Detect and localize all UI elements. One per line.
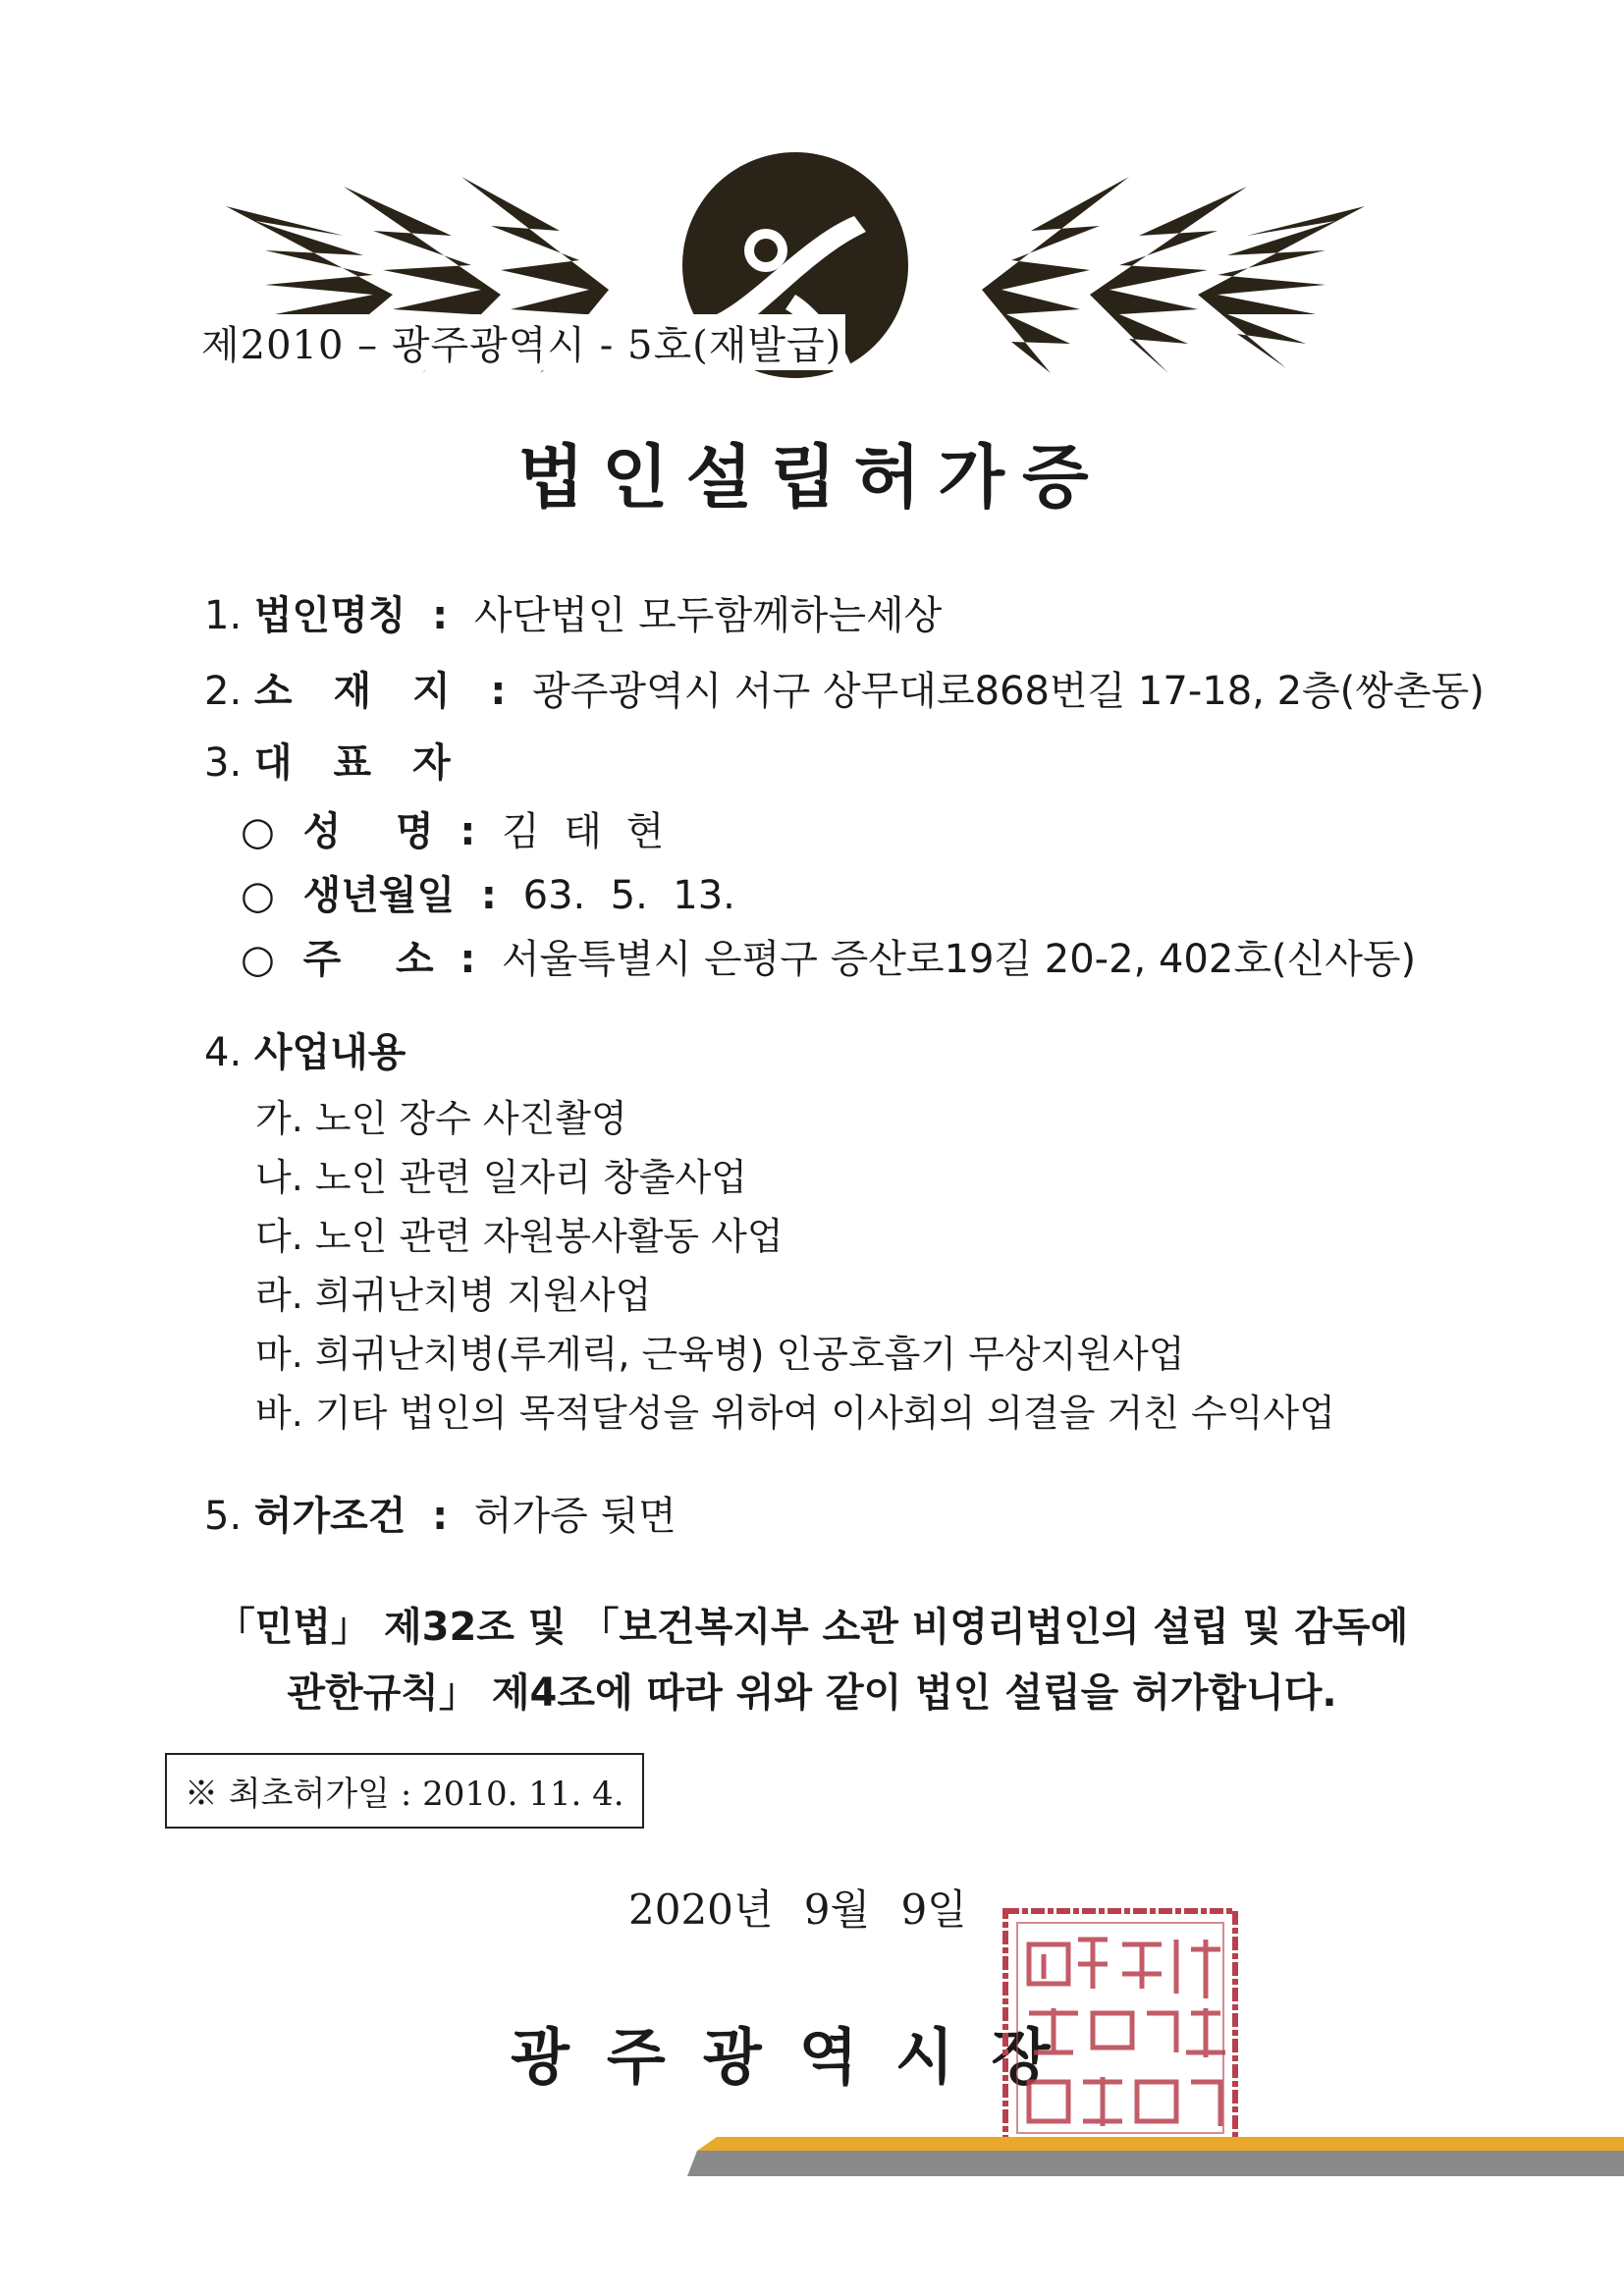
official-seal-icon xyxy=(1000,1905,1241,2151)
document-title: 법인설립허가증 xyxy=(517,437,1107,518)
legal-statement-line: 「민법」 제32조 및 「보건복지부 소관 비영리법인의 설립 및 감독에 xyxy=(215,1605,1409,1650)
business-item: 가. 노인 장수 사진촬영 xyxy=(255,1097,627,1140)
business-item: 다. 노인 관련 자원봉사활동 사업 xyxy=(255,1215,784,1258)
initial-permit-date-note: ※ 최초허가일 : 2010. 11. 4. xyxy=(165,1753,644,1829)
business-item: 바. 기타 법인의 목적달성을 위하여 이사회의 의결을 거친 수익사업 xyxy=(255,1392,1335,1435)
field-location: 2. 소 재 지 : 광주광역시 서구 상무대로868번길 17-18, 2층(쌍촌동) xyxy=(204,669,1485,714)
representative-birthdate: ○ 생년월일 : 63. 5. 13. xyxy=(241,873,735,918)
representative-address: ○ 주 소 : 서울특별시 은평구 증산로19길 20-2, 402호(신사동) xyxy=(241,937,1417,982)
business-item: 라. 희귀난치병 지원사업 xyxy=(255,1274,652,1317)
field-business: 4. 사업내용 xyxy=(204,1030,406,1075)
business-item: 마. 희귀난치병(루게릭, 근육병) 인공호흡기 무상지원사업 xyxy=(255,1333,1185,1376)
field-permit-condition: 5. 허가조건 : 허가증 뒷면 xyxy=(204,1494,677,1539)
legal-statement-line: 관한규칙」 제4조에 따라 위와 같이 법인 설립을 허가합니다. xyxy=(287,1670,1337,1716)
decorative-stripe xyxy=(687,2137,1624,2176)
issuer-name: 광주광역시장 xyxy=(511,2021,1088,2093)
issue-date: 2020년 9월 9일 xyxy=(628,1886,967,1934)
business-item: 나. 노인 관련 일자리 창출사업 xyxy=(255,1156,747,1199)
representative-name: ○ 성 명 : 김 태 현 xyxy=(241,809,671,854)
field-representative: 3. 대 표 자 xyxy=(204,740,464,786)
field-corporation-name: 1. 법인명칭 : 사단법인 모두함께하는세상 xyxy=(204,593,943,638)
document-number: 제2010 – 광주광역시 - 5호(재발급) xyxy=(201,314,845,370)
